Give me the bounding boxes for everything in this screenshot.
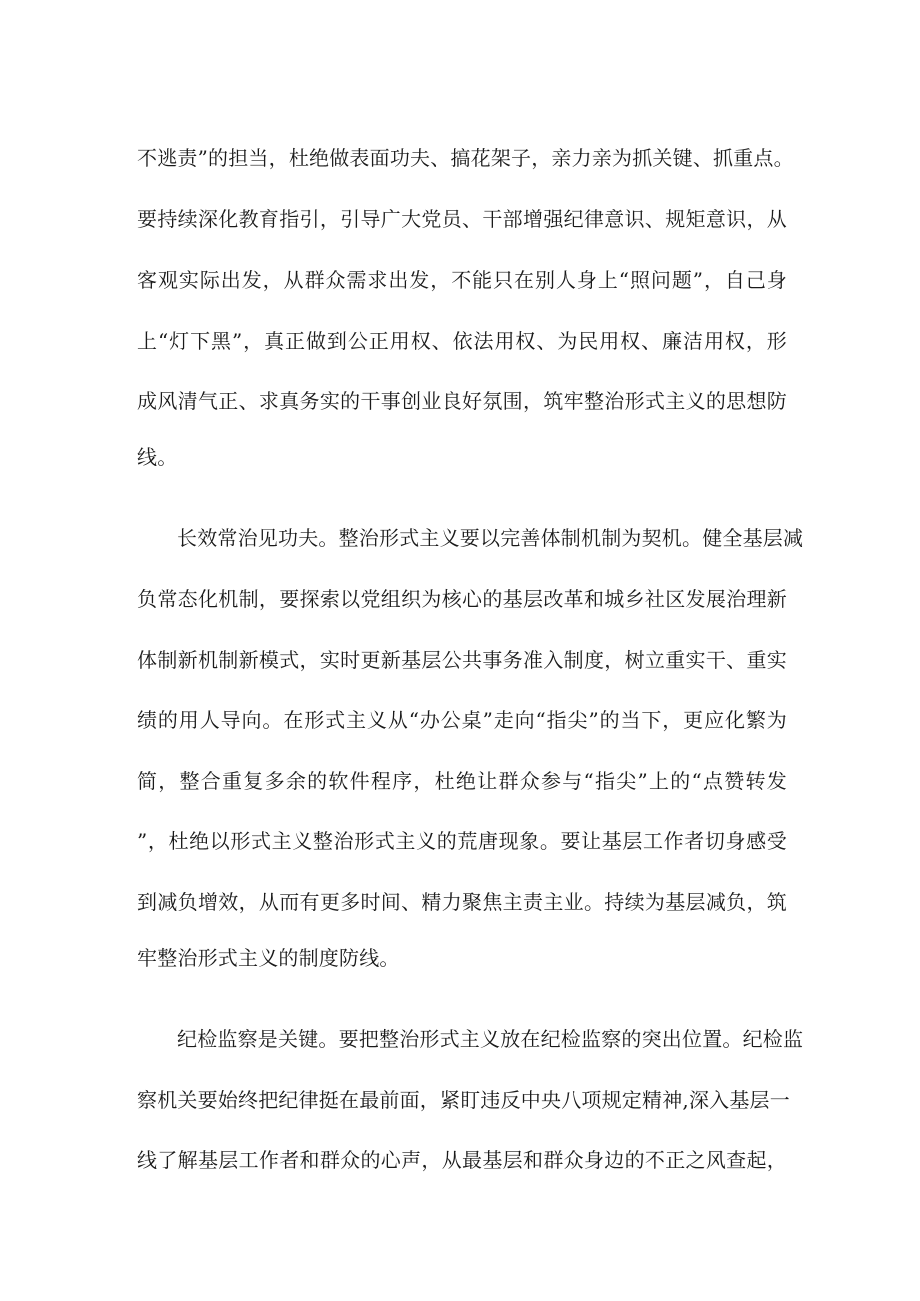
text-line: 负常态化机制，要探索以党组织为核心的基层改革和城乡社区发展治理新 xyxy=(137,587,787,611)
text-line: 简，整合重复多余的软件程序，杜绝让群众参与“指尖”上的“点赞转发 xyxy=(137,769,787,793)
text-line: 牢整治形式主义的制度防线。 xyxy=(137,946,400,970)
text-line: 长效常治见功夫。整治形式主义要以完善体制机制为契机。健全基层减 xyxy=(177,526,804,550)
text-line: 线。 xyxy=(137,445,178,469)
text-line: ”，杜绝以形式主义整治形式主义的荒唐现象。要让基层工作者切身感受 xyxy=(137,829,787,853)
text-line: 成风清气正、求真务实的干事创业良好氛围，筑牢整治形式主义的思想防 xyxy=(137,389,787,413)
text-line: 纪检监察是关键。要把整治形式主义放在纪检监察的突出位置。纪检监 xyxy=(177,1027,804,1051)
text-line: 不逃责”的担当，杜绝做表面功夫、搞花架子，亲力亲为抓关键、抓重点。 xyxy=(137,146,794,170)
text-line: 体制新机制新模式，实时更新基层公共事务准入制度，树立重实干、重实 xyxy=(137,648,787,672)
text-line: 上“灯下黑”，真正做到公正用权、依法用权、为民用权、廉洁用权，形 xyxy=(137,329,787,353)
text-line: 察机关要始终把纪律挺在最前面，紧盯违反中央八项规定精神,深入基层一 xyxy=(137,1088,790,1112)
text-line: 到减负增效，从而有更多时间、精力聚焦主责主业。持续为基层减负，筑 xyxy=(137,890,787,914)
text-line: 要持续深化教育指引，引导广大党员、干部增强纪律意识、规矩意识，从 xyxy=(137,207,787,231)
text-line: 客观实际出发，从群众需求出发，不能只在别人身上“照问题”，自己身 xyxy=(137,268,787,292)
text-line: 绩的用人导向。在形式主义从“办公桌”走向“指尖”的当下，更应化繁为 xyxy=(137,708,787,732)
text-line: 线了解基层工作者和群众的心声，从最基层和群众身边的不正之风查起， xyxy=(137,1148,787,1172)
